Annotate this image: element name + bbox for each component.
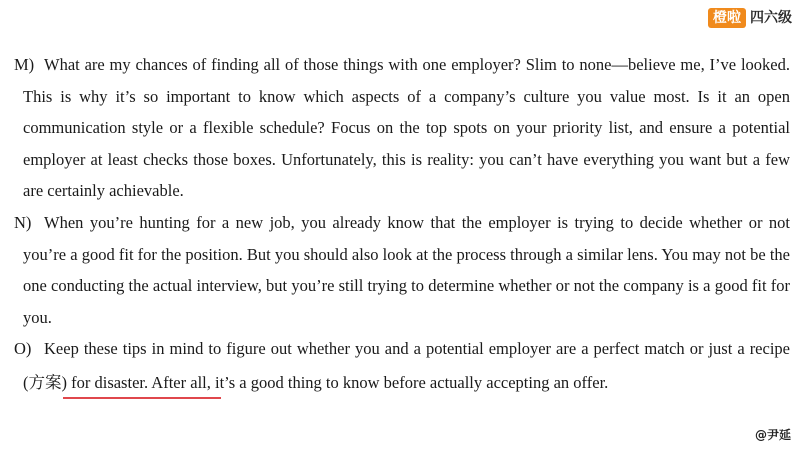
document-body <box>14 49 790 400</box>
paragraph-text: Keep these tips in mind to figure out whether you and a potential employer are a perfect match or just a recipe (方案) for disaster. After all, it’s a good thing to know before actually accepting an offer. <box>23 339 790 393</box>
paragraph-text: When you’re hunting for a new job, you already know that the employer is trying to decide whether or not you’re a good fit for the position. But you should also look at the process through a similar lens. You may not be the one conducting the actual interview, but you’re still trying to determine whether or not the company is a good fit for you. <box>23 212 790 327</box>
paragraph-n <box>14 207 790 333</box>
paragraph-label: O) <box>14 339 32 359</box>
brand-mark: 橙啦 <box>708 8 746 28</box>
red-underline-annotation <box>63 397 221 399</box>
paragraph-label: N) <box>14 212 32 232</box>
paragraph-m <box>14 49 790 207</box>
watermark: @尹延 <box>754 428 791 442</box>
paragraph-text: What are my chances of finding all of those things with one employer? Slim to none—believe me, I’ve looked. This is why it’s so important to know which aspects of a company’s culture you value most. Is it an open communication style or a flexible schedule? Focus on the top spots on your priority list, and ensure a potential employer at least checks those boxes. Unfortunately, this is reality: you can’t have everything you want but a few are certainly achievable. <box>23 55 790 201</box>
brand-subtitle: 四六级 <box>750 10 792 26</box>
paragraph-o <box>14 332 790 400</box>
brand-logo <box>708 7 792 29</box>
paragraph-label: M) <box>14 55 35 74</box>
